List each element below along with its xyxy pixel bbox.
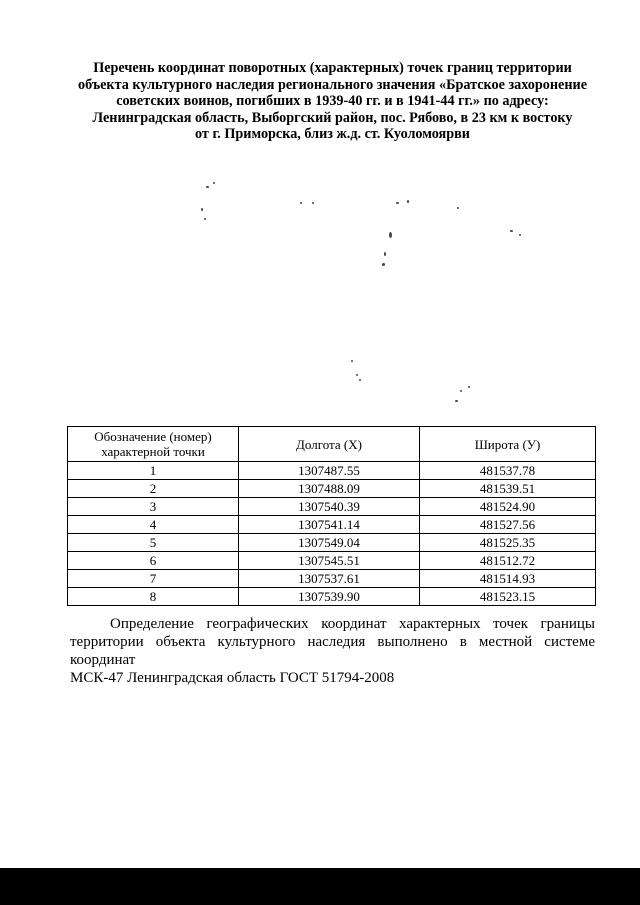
- latitude-cell: 481524.90: [420, 498, 596, 516]
- title-line: Ленинградская область, Выборгский район, пос. Рябово, в 23 км к востоку: [92, 109, 573, 126]
- title-line: объекта культурного наследия регионального значения «Братское захоронение: [78, 76, 587, 93]
- latitude-cell: 481514.93: [420, 570, 596, 588]
- longitude-cell: 1307540.39: [239, 498, 420, 516]
- table-row: [68, 480, 596, 498]
- longitude-cell: 1307541.14: [239, 516, 420, 534]
- longitude-cell: 1307487.55: [239, 462, 420, 480]
- table-row: [68, 498, 596, 516]
- scan-bottom-edge: [0, 868, 640, 905]
- scan-noise: [0, 150, 640, 410]
- longitude-cell: 1307549.04: [239, 534, 420, 552]
- longitude-cell: 1307488.09: [239, 480, 420, 498]
- title-line: от г. Приморска, близ ж.д. ст. Куоломоярви: [195, 126, 470, 142]
- note-line: территории объекта культурного наследия выполнено в местной системе координат: [70, 634, 595, 668]
- latitude-cell: 481539.51: [420, 480, 596, 498]
- document-title: [60, 60, 605, 143]
- point-number-cell: 4: [68, 516, 239, 534]
- point-number-cell: 7: [68, 570, 239, 588]
- note-line: МСК-47 Ленинградская область ГОСТ 51794-2008: [70, 670, 395, 686]
- coordinates-table: [67, 426, 596, 606]
- longitude-cell: 1307539.90: [239, 588, 420, 606]
- column-header-longitude: Долгота (X): [239, 427, 420, 462]
- point-number-cell: 2: [68, 480, 239, 498]
- title-line: советских воинов, погибших в 1939-40 гг. и в 1941-44 гг.» по адресу:: [116, 93, 549, 109]
- point-number-cell: 1: [68, 462, 239, 480]
- table-header-row: [68, 427, 596, 462]
- point-number-cell: 3: [68, 498, 239, 516]
- table-row: [68, 462, 596, 480]
- title-line: Перечень координат поворотных (характерных) точек границ территории: [93, 60, 572, 76]
- note-line: Определение географических координат характерных точек границы: [110, 616, 595, 632]
- coordinate-system-note: [70, 615, 595, 687]
- longitude-cell: 1307545.51: [239, 552, 420, 570]
- latitude-cell: 481512.72: [420, 552, 596, 570]
- table-row: [68, 588, 596, 606]
- point-number-cell: 8: [68, 588, 239, 606]
- table-row: [68, 516, 596, 534]
- point-number-cell: 6: [68, 552, 239, 570]
- column-header-point-number: Обозначение (номер) характерной точки: [68, 427, 239, 462]
- latitude-cell: 481523.15: [420, 588, 596, 606]
- latitude-cell: 481527.56: [420, 516, 596, 534]
- table-row: [68, 534, 596, 552]
- table-row: [68, 570, 596, 588]
- latitude-cell: 481525.35: [420, 534, 596, 552]
- table-row: [68, 552, 596, 570]
- column-header-latitude: Широта (У): [420, 427, 596, 462]
- longitude-cell: 1307537.61: [239, 570, 420, 588]
- point-number-cell: 5: [68, 534, 239, 552]
- latitude-cell: 481537.78: [420, 462, 596, 480]
